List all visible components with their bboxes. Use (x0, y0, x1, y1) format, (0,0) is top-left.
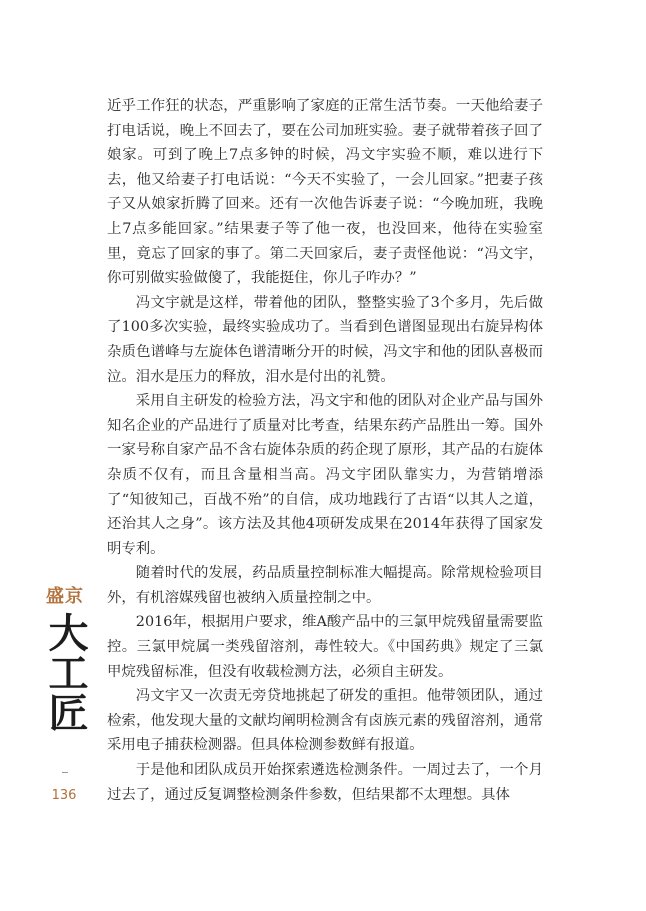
paragraph-2: 冯文宇就是这样，带着他的团队，整整实验了3个多月，先后做了100多次实验，最终实验成功了。当看到色谱图显现出右旋异构体杂质色谱峰与左旋体色谱清晰分开的时候，冯文宇和他的团队喜极而泣。泪水是压力的释放，泪水是付出的礼赞。 (107, 294, 543, 385)
brand-subtitle: 盛京 (46, 586, 84, 607)
body-text (107, 94, 543, 807)
book-brand (40, 586, 90, 732)
brand-title: 大工匠 (42, 612, 89, 732)
page-number-divider (62, 772, 68, 773)
paragraph-6: 冯文宇又一次责无旁贷地挑起了研发的重担。他带领团队，通过检索，他发现大量的文献均阐明检测含有卤族元素的残留溶剂，通常采用电子捕获检测器。但具体检测参数鲜有报道。 (107, 688, 543, 754)
paragraph-7: 于是他和团队成员开始探索遴选检测条件。一周过去了，一个月过去了，通过反复调整检测条件参数，但结果都不太理想。具体 (107, 762, 543, 803)
page-number: 136 (51, 788, 77, 803)
paragraph-1: 近乎工作狂的状态，严重影响了家庭的正常生活节奏。一天他给妻子打电话说，晚上不回去了，要在公司加班实验。妻子就带着孩子回了娘家。可到了晚上7点多钟的时候，冯文宇实验不顺，难以进行下去，他又给妻子打电话说：“今天不实验了，一会儿回家。”把妻子孩子又从娘家折腾了回来。还有一次他告诉妻子说：“今晚加班，我晚上7点多能回家。”结果妻子等了他一夜，也没回来，他待在实验室里，竟忘了回家的事了。第二天回家后，妻子责怪他说：“冯文宇，你可别做实验做傻了，我能挺住，你儿子咋办？” (107, 98, 543, 287)
paragraph-4: 随着时代的发展，药品质量控制标准大幅提高。除常规检验项目外，有机溶媒残留也被纳入质量控制之中。 (107, 565, 543, 606)
paragraph-5: 2016年，根据用户要求，维A酸产品中的三氯甲烷残留量需要监控。三氯甲烷属一类残留溶剂，毒性较大。《中国药典》规定了三氯甲烷残留标准，但没有收载检测方法，必须自主研发。 (107, 614, 543, 680)
paragraph-3: 采用自主研发的检验方法，冯文宇和他的团队对企业产品与国外知名企业的产品进行了质量对比考查，结果东药产品胜出一筹。国外一家号称自家产品不含右旋体杂质的药企现了原形，其产品的右旋体杂质不仅有，而且含量相当高。冯文宇团队靠实力，为营销增添了“知彼知己，百战不殆”的自信，成功地践行了古语“以其人之道，还治其人之身”。该方法及其他4项研发成果在2014年获得了国家发明专利。 (107, 393, 543, 557)
